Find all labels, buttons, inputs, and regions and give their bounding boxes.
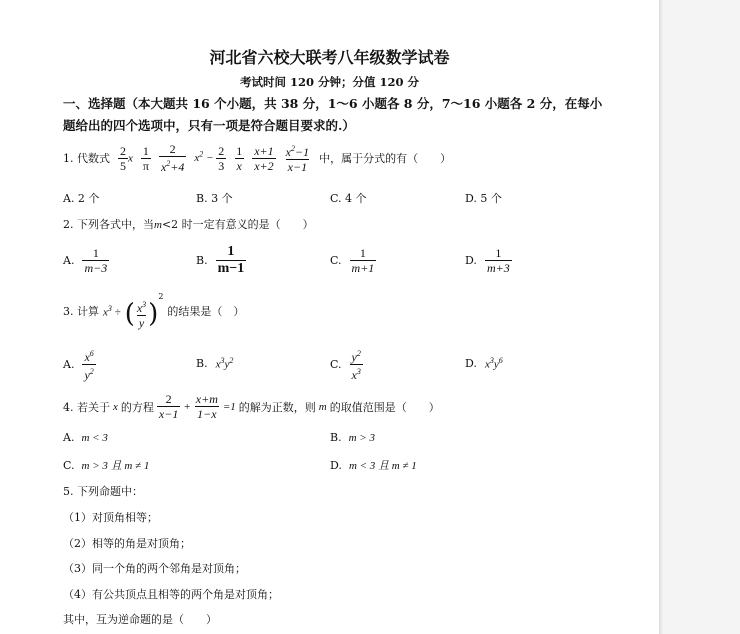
q3-b-expression: $x^3y^2$	[215, 356, 234, 371]
page-edge-shadow	[659, 0, 663, 634]
q4-c-text: m > 3 且 m ≠ 1	[81, 460, 150, 472]
q4-var-m: m	[318, 400, 327, 413]
exam-subtitle: 考试时间 120 分钟；分值 120 分	[239, 75, 420, 89]
q4-tail-b: 的取值范围是（ ）	[329, 400, 440, 414]
q4-option-b[interactable]	[330, 431, 375, 444]
q1-expr-1: $\frac{2}{5}$ x	[120, 143, 133, 173]
q2-d-letter: D.	[465, 254, 477, 267]
q4-option-d[interactable]	[330, 457, 417, 473]
q3-c-fraction: $\frac{y^2}{x^3}$	[351, 349, 361, 382]
question-3	[63, 292, 244, 330]
q4-a-text: m < 3	[81, 432, 108, 444]
q4-option-c[interactable]	[63, 457, 149, 473]
q4-frac-2: $\frac{x+m}{1-x}$	[195, 392, 218, 421]
q2-a-letter: A.	[63, 254, 75, 267]
q3-option-b[interactable]	[196, 356, 233, 371]
q1-expr-6: $\frac{x+1}{x+2}$	[254, 143, 274, 173]
q2-c-letter: C.	[330, 254, 342, 267]
q4-c-letter: C.	[63, 459, 75, 472]
q4-d-text: m < 3 且 m ≠ 1	[348, 460, 417, 472]
q3-option-d[interactable]	[465, 356, 503, 371]
section-header-line2: 题给出的四个选项中，只有一项是符合题目要求的.）	[63, 118, 355, 133]
q4-option-a[interactable]	[63, 431, 108, 444]
q3-option-c[interactable]	[330, 347, 363, 382]
q3-d-letter: D.	[465, 356, 477, 370]
q3-a-fraction: $\frac{x^6}{y^2}$	[84, 349, 94, 382]
exam-title: 河北省六校大联考八年级数学试卷	[209, 48, 450, 67]
q1-option-b[interactable]: B. 3 个	[196, 192, 233, 205]
q5-item-4: （4）有公共顶点且相等的两个角是对顶角；	[63, 588, 279, 601]
q2-b-fraction: $\frac{1}{m-1}$	[217, 244, 245, 276]
q1-expr-2: $\frac{1}{\pi}$	[142, 143, 149, 173]
section-header-line1: 一、选择题（本大题共 16 个小题，共 38 分，1～6 小题各 8 分，7～16 小题各 2 分，在每小	[63, 96, 603, 111]
q2-option-c[interactable]	[330, 246, 376, 275]
question-4	[63, 392, 440, 421]
q5-item-2: （2）相等的角是对顶角；	[63, 537, 191, 550]
q4-d-letter: D.	[330, 459, 342, 472]
q2-option-b[interactable]	[196, 244, 246, 277]
q4-b-text: m > 3	[348, 432, 375, 444]
q5-tail: 其中，互为逆命题的是（ ）	[63, 613, 217, 626]
q5-item-3: （3）同一个角的两个邻角是对顶角；	[63, 562, 246, 575]
q3-expression: $x^3$ ÷	[103, 303, 121, 319]
q2-text-a: 2. 下列各式中，当	[63, 218, 154, 231]
q4-a-letter: A.	[63, 431, 75, 444]
q1-tail: 中，属于分式的有（ ）	[319, 152, 452, 165]
q3-option-a[interactable]	[63, 347, 96, 382]
q2-var: m	[154, 219, 162, 231]
q1-expr-7: $\frac{x^2-1}{x-1}$	[285, 144, 310, 174]
q1-expr-4: $x^2$ − $\frac{2}{3}$	[194, 143, 225, 173]
q4-var: x	[113, 400, 118, 413]
q2-d-fraction: $\frac{1}{m+3}$	[486, 246, 510, 275]
q3-a-letter: A.	[63, 358, 75, 371]
q1-expr-3: $\frac{2}{x^2+4}$	[160, 142, 185, 174]
q2-a-fraction: $\frac{1}{m-3}$	[84, 246, 108, 275]
q4-lead: 4. 若关于	[63, 400, 110, 414]
q3-b-letter: B.	[196, 356, 208, 370]
q4-b-letter: B.	[330, 431, 342, 444]
q4-tail-a: 的解为正数，则	[238, 400, 316, 414]
q3-tail: 的结果是（ ）	[167, 305, 245, 318]
q3-lead: 3. 计算	[63, 305, 99, 318]
question-2	[63, 216, 314, 232]
q2-option-d[interactable]	[465, 246, 512, 275]
q1-option-c[interactable]: C. 4 个	[330, 192, 367, 205]
q4-equals: =1	[222, 400, 236, 413]
question-5: 5. 下列命题中：	[63, 485, 143, 498]
q4-plus: +	[183, 400, 191, 413]
q2-b-letter: B.	[196, 254, 208, 267]
q1-lead: 1. 代数式	[63, 152, 110, 165]
q1-expr-5: $\frac{1}{x}$	[236, 143, 243, 173]
q3-c-letter: C.	[330, 358, 342, 371]
q3-power: ( $\frac{x^3}{y}$ )$^2$	[124, 292, 164, 330]
q3-d-expression: $x^3y^6$	[484, 356, 503, 371]
q1-option-a[interactable]: A. 2 个	[63, 192, 100, 205]
q2-text-b: <2 时一定有意义的是（ ）	[161, 218, 314, 231]
q4-frac-1: $\frac{2}{x-1}$	[158, 392, 179, 421]
q2-c-fraction: $\frac{1}{m+1}$	[351, 246, 375, 275]
q4-mid: 的方程	[120, 400, 154, 414]
q1-option-d[interactable]: D. 5 个	[465, 192, 502, 205]
q5-item-1: （1）对顶角相等；	[63, 511, 158, 524]
question-1	[63, 142, 451, 174]
q2-option-a[interactable]	[63, 246, 109, 275]
